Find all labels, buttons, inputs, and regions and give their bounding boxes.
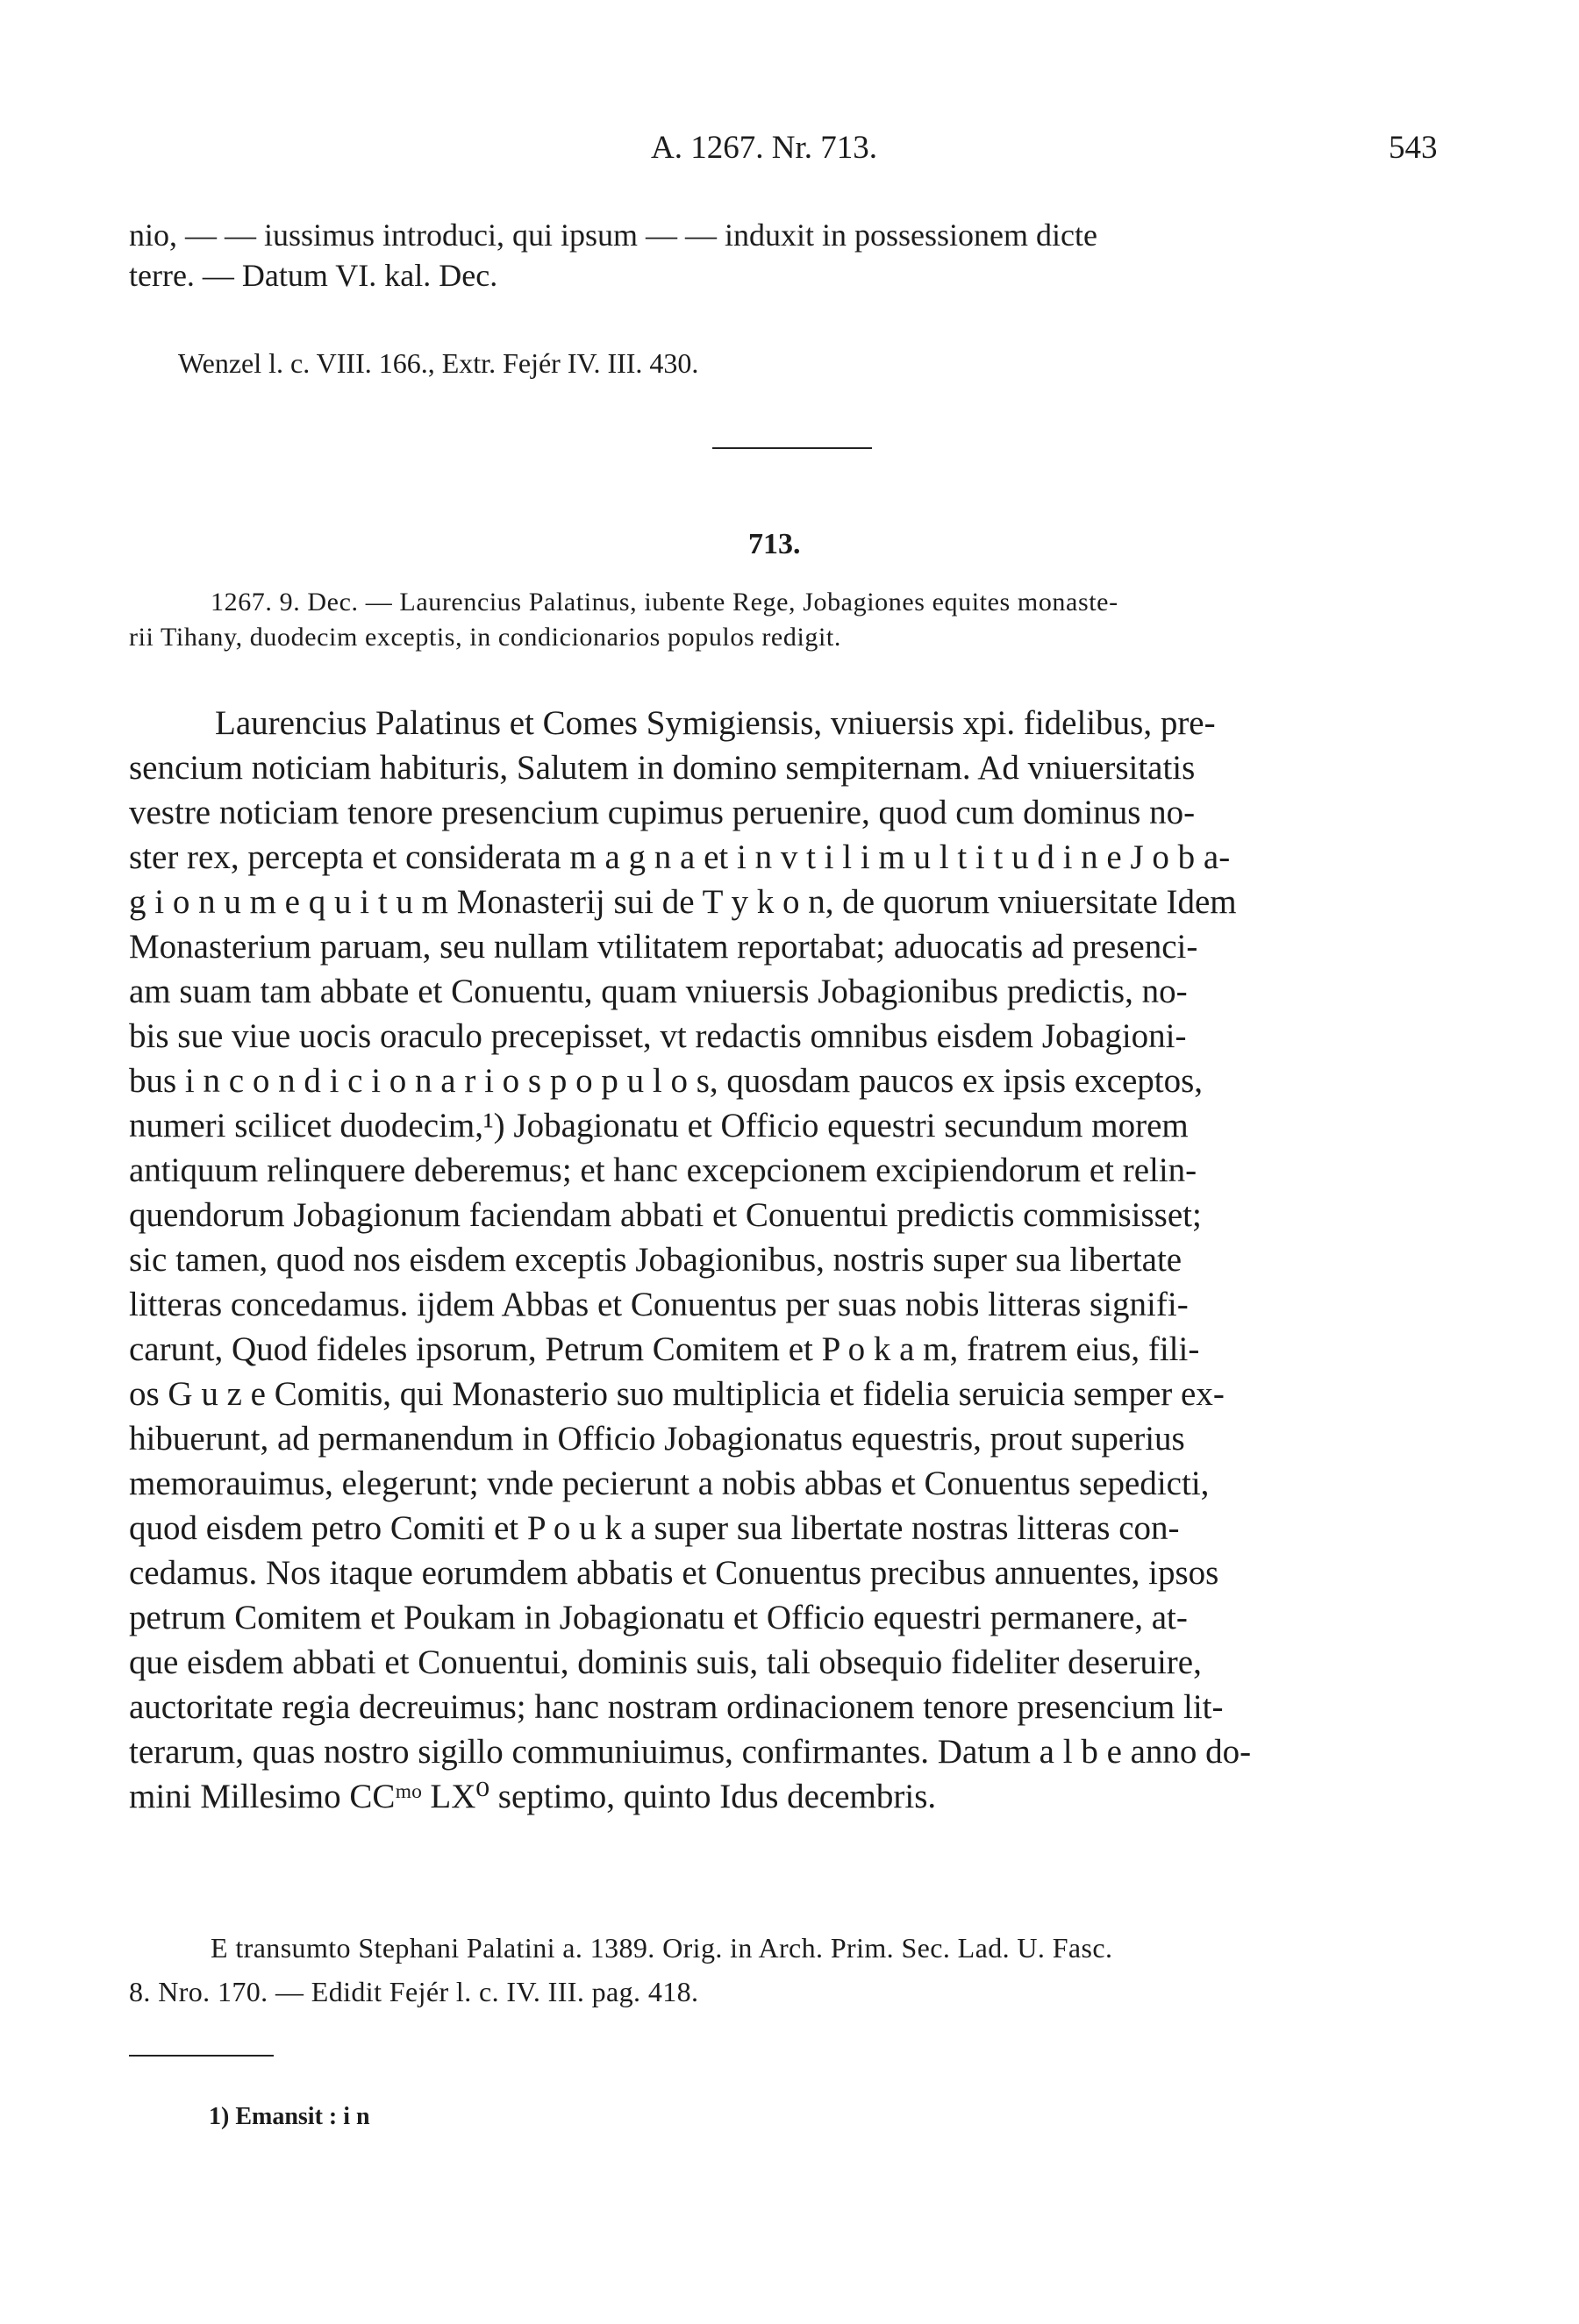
body-line: terarum, quas nostro sigillo communiuimus, confirmantes. Datum a l b e anno do- <box>129 1733 1252 1771</box>
running-head: A. 1267. Nr. 713. <box>651 130 877 166</box>
body-line: petrum Comitem et Poukam in Jobagionatu et Officio equestri permanere, at- <box>129 1599 1188 1636</box>
body-line: bis sue viue uocis oraculo precepisset, vt redactis omnibus eisdem Jobagioni- <box>129 1017 1187 1055</box>
body-line: sencium noticiam habituris, Salutem in domino sempiternam. Ad vniuersitatis <box>129 749 1196 787</box>
body-line: ster rex, percepta et considerata m a g n a et i n v t i l i m u l t i t u d i n e J o b a- <box>129 838 1231 876</box>
body-line: carunt, Quod fideles ipsorum, Petrum Comitem et P o k a m, fratrem eius, fili- <box>129 1330 1200 1368</box>
body-line: numeri scilicet duodecim,¹) Jobagionatu et Officio equestri secundum morem <box>129 1107 1189 1144</box>
previous-document-line: terre. — Datum VI. kal. Dec. <box>129 258 498 293</box>
footnote-divider <box>129 2055 274 2057</box>
section-divider <box>712 447 872 449</box>
body-line: g i o n u m e q u i t u m Monasterij sui de T y k o n, de quorum vniuersitate Idem <box>129 883 1237 921</box>
body-line: hibuerunt, ad permanendum in Officio Jobagionatus equestris, prout superius <box>129 1420 1185 1458</box>
body-line: am suam tam abbate et Conuentu, quam vniuersis Jobagionibus predictis, no- <box>129 973 1188 1010</box>
source-note-line: 8. Nro. 170. — Edidit Fejér l. c. IV. III. pag. 418. <box>129 1976 699 2007</box>
source-note-line: E transumto Stephani Palatini a. 1389. Orig. in Arch. Prim. Sec. Lad. U. Fasc. <box>211 1932 1113 1964</box>
footnote: 1) Emansit : i n <box>209 2103 370 2130</box>
body-line: litteras concedamus. ijdem Abbas et Conuentus per suas nobis litteras signifi- <box>129 1286 1189 1323</box>
page-number: 543 <box>1389 130 1438 166</box>
body-line: quod eisdem petro Comiti et P o u k a super sua libertate nostras litteras con- <box>129 1509 1180 1547</box>
body-line: memorauimus, elegerunt; vnde pecierunt a nobis abbas et Conuentus sepedicti, <box>129 1465 1210 1502</box>
body-line: vestre noticiam tenore presencium cupimus peruenire, quod cum dominus no- <box>129 794 1196 831</box>
body-line: quendorum Jobagionum faciendam abbati et Conuentui predictis commisisset; <box>129 1196 1202 1234</box>
body-line: antiquum relinquere deberemus; et hanc excepcionem excipiendorum et relin- <box>129 1151 1197 1189</box>
previous-document-line: nio, — — iussimus introduci, qui ipsum — — induxit in possessionem dicte <box>129 217 1097 253</box>
body-line: Monasterium paruam, seu nullam vtilitatem reportabat; aduocatis ad presenci- <box>129 928 1198 966</box>
body-line: sic tamen, quod nos eisdem exceptis Jobagionibus, nostris super sua libertate <box>129 1241 1182 1279</box>
citation: Wenzel l. c. VIII. 166., Extr. Fejér IV. III. 430. <box>178 347 699 379</box>
body-line: auctoritate regia decreuimus; hanc nostram ordinacionem tenore presencium lit- <box>129 1688 1224 1726</box>
body-line: que eisdem abbati et Conuentui, dominis suis, tali obsequio fideliter deseruire, <box>129 1643 1202 1681</box>
summary-line: 1267. 9. Dec. — Laurencius Palatinus, iubente Rege, Jobagiones equites monaste- <box>211 588 1118 617</box>
document-number: 713. <box>748 528 801 560</box>
body-line: os G u z e Comitis, qui Monasterio suo multiplicia et fidelia seruicia semper ex- <box>129 1375 1225 1413</box>
summary-line: rii Tihany, duodecim exceptis, in condicionarios populos redigit. <box>129 623 841 652</box>
body-line: bus i n c o n d i c i o n a r i o s p o p u l o s, quosdam paucos ex ipsis exceptos, <box>129 1062 1204 1100</box>
body-line: mini Millesimo CCᵐᵒ LX⁰ septimo, quinto Idus decembris. <box>129 1778 937 1815</box>
body-line: Laurencius Palatinus et Comes Symigiensis, vniuersis xpi. fidelibus, pre- <box>215 704 1216 742</box>
body-line: cedamus. Nos itaque eorumdem abbatis et Conuentus precibus annuentes, ipsos <box>129 1554 1219 1592</box>
